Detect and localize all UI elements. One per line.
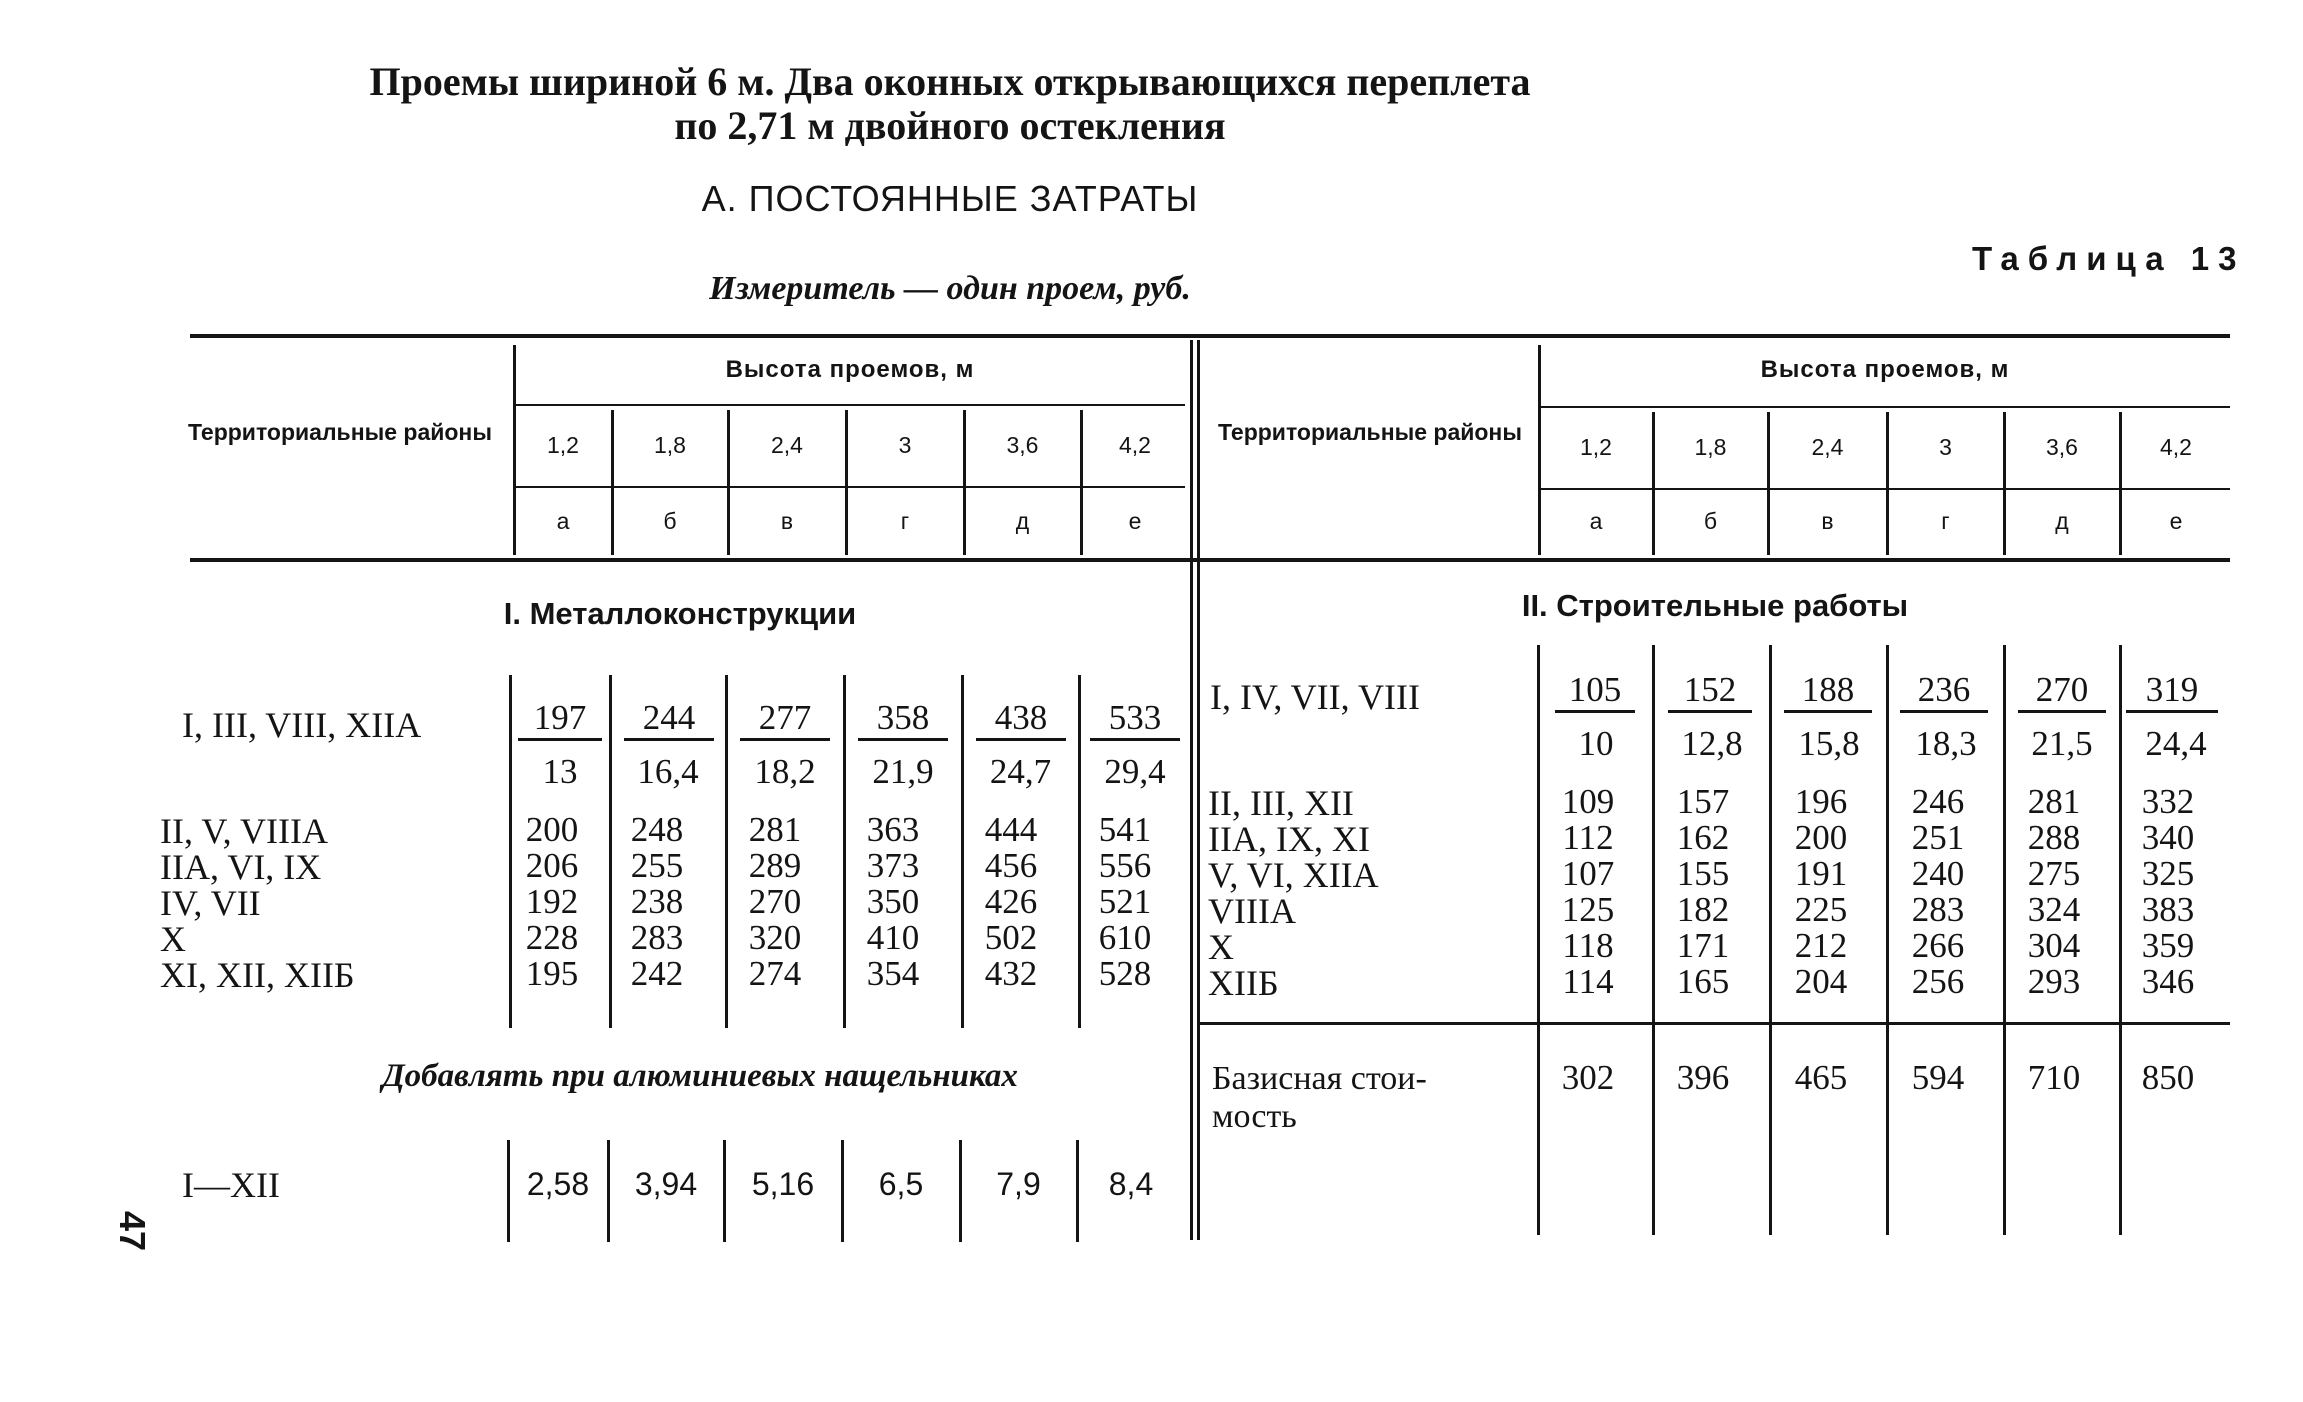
value-cell: 521 xyxy=(1098,882,1152,921)
value-cell: 155 xyxy=(1676,854,1730,893)
value-cell: 191 xyxy=(1794,854,1848,893)
value-sub-cell: 18,2 xyxy=(754,752,816,791)
base-cost-rule xyxy=(1198,1022,2230,1025)
row-label: I, IV, VII, VIII xyxy=(1210,677,1420,717)
row-label: XI, XII, XIIБ xyxy=(160,955,355,995)
table-top-rule xyxy=(190,334,2230,338)
value-cell: 270 xyxy=(2018,670,2106,713)
value-cell: 354 xyxy=(866,954,920,993)
height-cell: 1,2 xyxy=(547,432,579,458)
value-cell: 125 xyxy=(1561,890,1615,929)
section-title-construction: II. Строительные работы xyxy=(1521,588,1909,623)
value-sub-cell: 29,4 xyxy=(1104,752,1166,791)
value-cell: 320 xyxy=(748,918,802,957)
value-cell: 383 xyxy=(2141,890,2195,929)
height-cell: 4,2 xyxy=(2160,434,2192,460)
height-cell: 1,8 xyxy=(654,432,686,458)
center-double-rule xyxy=(1190,340,1193,1240)
value-cell: 248 xyxy=(630,810,684,849)
letter-cell: в xyxy=(780,508,794,534)
section-a-heading: А. ПОСТОЯННЫЕ ЗАТРАТЫ xyxy=(701,178,1199,219)
base-cost-value: 710 xyxy=(2027,1058,2081,1097)
value-cell: 363 xyxy=(866,810,920,849)
row-label: XIIБ xyxy=(1208,963,1279,1003)
value-cell: 255 xyxy=(630,846,684,885)
header-bottom-rule xyxy=(190,558,2230,562)
base-cost-value: 594 xyxy=(1911,1058,1965,1097)
value-cell: 238 xyxy=(630,882,684,921)
center-double-rule xyxy=(1197,340,1200,1240)
value-cell: 7,9 xyxy=(996,1166,1041,1202)
base-cost-value: 396 xyxy=(1676,1058,1730,1097)
value-cell: 225 xyxy=(1794,890,1848,929)
section-title-metal: I. Металлоконструкции xyxy=(503,596,857,631)
region-header-right: Территориальные районы xyxy=(1218,419,1522,445)
value-cell: 114 xyxy=(1562,962,1614,1001)
value-cell: 541 xyxy=(1098,810,1152,849)
table-number: Таблица 13 xyxy=(1972,240,2246,277)
height-cell: 3 xyxy=(1939,434,1952,460)
height-cell: 2,4 xyxy=(1811,434,1844,460)
value-cell: 332 xyxy=(2141,782,2195,821)
value-cell: 107 xyxy=(1561,854,1615,893)
value-cell: 109 xyxy=(1561,782,1615,821)
value-cell: 171 xyxy=(1676,926,1730,965)
value-cell: 118 xyxy=(1562,926,1614,965)
value-cell: 244 xyxy=(624,698,714,741)
value-cell: 251 xyxy=(1911,818,1965,857)
value-sub-cell: 24,7 xyxy=(989,752,1052,791)
value-cell: 277 xyxy=(740,698,830,741)
letter-cell: а xyxy=(1589,508,1603,534)
row-label: I, III, VIII, XIIA xyxy=(182,705,422,745)
value-sub-cell: 24,4 xyxy=(2145,724,2207,763)
row-label: II, V, VIIIA xyxy=(160,811,328,851)
value-cell: 556 xyxy=(1098,846,1152,885)
value-cell: 275 xyxy=(2027,854,2081,893)
value-cell: 162 xyxy=(1676,818,1730,857)
row-label: X xyxy=(1208,927,1234,967)
height-cell: 3,6 xyxy=(2046,434,2078,460)
value-sub-cell: 21,9 xyxy=(872,752,934,791)
value-cell: 426 xyxy=(984,882,1038,921)
value-cell: 432 xyxy=(984,954,1038,993)
letter-cell: е xyxy=(2169,508,2183,534)
value-cell: 444 xyxy=(984,810,1038,849)
value-cell: 359 xyxy=(2141,926,2195,965)
value-cell: 283 xyxy=(630,918,684,957)
value-cell: 340 xyxy=(2141,818,2195,857)
value-sub-cell: 16,4 xyxy=(637,752,699,791)
letter-cell: б xyxy=(663,508,677,534)
value-cell: 528 xyxy=(1098,954,1152,993)
value-sub-cell: 21,5 xyxy=(2031,724,2093,763)
value-cell: 200 xyxy=(1794,818,1848,857)
value-cell: 165 xyxy=(1676,962,1730,1001)
value-cell: 240 xyxy=(1911,854,1965,893)
value-cell: 270 xyxy=(748,882,802,921)
value-cell: 206 xyxy=(525,846,579,885)
value-cell: 410 xyxy=(866,918,920,957)
value-cell: 197 xyxy=(518,698,602,741)
region-header-left: Территориальные районы xyxy=(188,419,492,445)
value-cell: 325 xyxy=(2141,854,2195,893)
value-cell: 192 xyxy=(525,882,579,921)
row-label: X xyxy=(160,919,186,959)
row-label: IIA, VI, IX xyxy=(160,847,322,887)
value-cell: 288 xyxy=(2027,818,2081,857)
row-label: VIIIA xyxy=(1208,891,1296,931)
value-cell: 610 xyxy=(1098,918,1152,957)
page-number: 47 xyxy=(112,1210,154,1252)
value-cell: 242 xyxy=(630,954,684,993)
height-cell: 3,6 xyxy=(1006,432,1039,458)
letter-cell: в xyxy=(1821,508,1834,534)
value-cell: 157 xyxy=(1676,782,1730,821)
value-cell: 358 xyxy=(858,698,948,741)
row-label: V, VI, XIIA xyxy=(1208,855,1379,895)
value-cell: 283 xyxy=(1911,890,1965,929)
value-cell: 256 xyxy=(1911,962,1965,1001)
value-cell: 8,4 xyxy=(1108,1166,1154,1202)
value-cell: 236 xyxy=(1900,670,1988,713)
value-cell: 373 xyxy=(866,846,920,885)
value-cell: 502 xyxy=(984,918,1038,957)
value-cell: 112 xyxy=(1562,818,1614,857)
value-cell: 182 xyxy=(1676,890,1730,929)
value-cell: 324 xyxy=(2027,890,2081,929)
value-cell: 196 xyxy=(1794,782,1848,821)
value-cell: 438 xyxy=(976,698,1066,741)
height-cell: 4,2 xyxy=(1119,432,1151,458)
base-cost-value: 465 xyxy=(1794,1058,1848,1097)
value-cell: 204 xyxy=(1794,962,1848,1001)
base-cost-label-line-2: мость xyxy=(1212,1098,1297,1135)
value-cell: 188 xyxy=(1784,670,1872,713)
row-label: I—XII xyxy=(182,1165,280,1205)
height-cell: 1,8 xyxy=(1694,434,1727,460)
value-cell: 5,16 xyxy=(751,1166,815,1202)
height-header-right: Высота проемов, м xyxy=(1760,356,2010,383)
value-cell: 350 xyxy=(866,882,920,921)
height-header-rule-right xyxy=(1540,406,2230,408)
value-cell: 3,94 xyxy=(634,1166,698,1202)
value-cell: 212 xyxy=(1794,926,1848,965)
value-cell: 105 xyxy=(1555,670,1635,713)
add-section-title: Добавлять при алюминиевых нащельниках xyxy=(382,1058,1018,1094)
value-cell: 281 xyxy=(748,810,802,849)
value-cell: 289 xyxy=(748,846,802,885)
height-cell: 2,4 xyxy=(771,432,803,458)
value-cell: 2,58 xyxy=(526,1166,590,1202)
base-cost-value: 302 xyxy=(1561,1058,1615,1097)
value-cell: 266 xyxy=(1911,926,1965,965)
letter-cell: е xyxy=(1128,508,1142,534)
height-cell: 1,2 xyxy=(1580,434,1612,460)
value-cell: 293 xyxy=(2027,962,2081,1001)
height-subheader-rule-right xyxy=(1540,488,2230,490)
height-header-rule-left xyxy=(515,404,1185,406)
value-cell: 346 xyxy=(2141,962,2195,1001)
value-cell: 281 xyxy=(2027,782,2081,821)
letter-cell: д xyxy=(2055,508,2069,534)
value-cell: 456 xyxy=(984,846,1038,885)
value-cell: 246 xyxy=(1911,782,1965,821)
value-cell: 228 xyxy=(525,918,579,957)
letter-cell: д xyxy=(1015,508,1030,534)
letter-cell: б xyxy=(1703,508,1718,534)
row-label: IIA, IX, XI xyxy=(1208,819,1370,859)
value-cell: 319 xyxy=(2126,670,2218,713)
value-cell: 6,5 xyxy=(878,1166,924,1202)
base-cost-value: 850 xyxy=(2141,1058,2195,1097)
letter-cell: а xyxy=(556,508,570,534)
measurement-unit: Измеритель — один проем, руб. xyxy=(709,270,1191,307)
value-cell: 200 xyxy=(525,810,579,849)
row-label: II, III, XII xyxy=(1208,783,1354,823)
value-sub-cell: 10 xyxy=(1578,724,1614,763)
base-cost-label-line-1: Базисная стои- xyxy=(1212,1060,1427,1097)
value-cell: 533 xyxy=(1090,698,1180,741)
value-sub-cell: 12,8 xyxy=(1681,724,1743,763)
height-header-left: Высота проемов, м xyxy=(725,356,975,383)
letter-cell: г xyxy=(1941,508,1950,534)
value-sub-cell: 18,3 xyxy=(1915,724,1977,763)
value-sub-cell: 13 xyxy=(542,752,578,791)
value-cell: 195 xyxy=(525,954,579,993)
value-sub-cell: 15,8 xyxy=(1798,724,1860,763)
page-title-line-2: по 2,71 м двойного остекления xyxy=(674,103,1226,148)
page-title-line-1: Проемы шириной 6 м. Два оконных открывающихся переплета xyxy=(369,59,1531,104)
value-cell: 304 xyxy=(2027,926,2081,965)
height-cell: 3 xyxy=(898,432,912,458)
value-cell: 152 xyxy=(1668,670,1752,713)
letter-cell: г xyxy=(900,508,910,534)
row-label: IV, VII xyxy=(160,883,261,923)
height-subheader-rule-left xyxy=(515,486,1185,488)
value-cell: 274 xyxy=(748,954,802,993)
